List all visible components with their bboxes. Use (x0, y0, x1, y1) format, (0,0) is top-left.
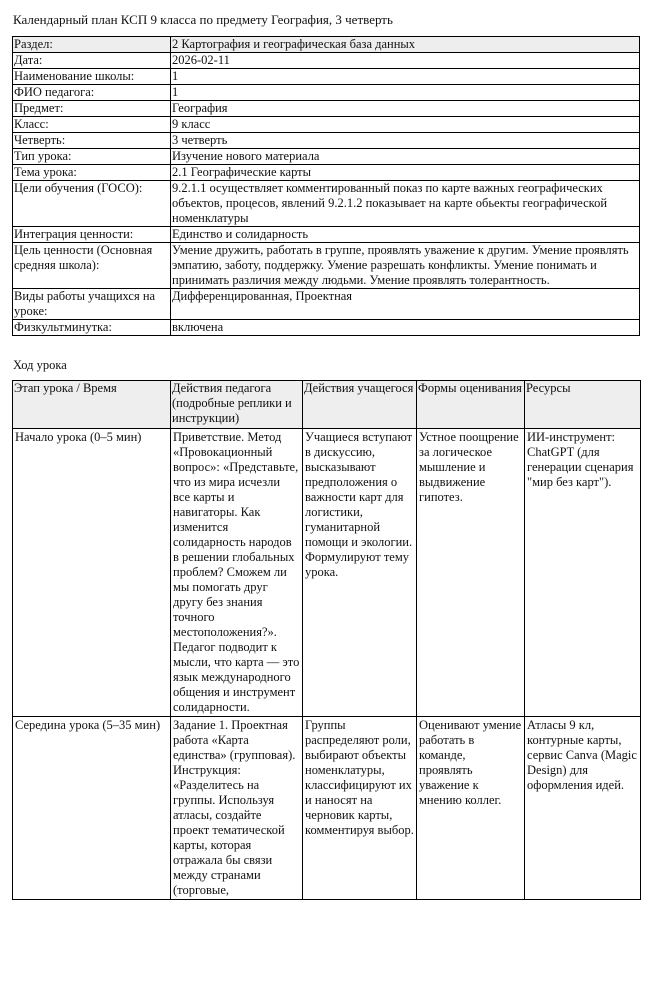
info-row-grade (13, 117, 640, 133)
student-actions-cell: Группы распределяют роли, выбирают объекты номенклатуры, классифицируют их и наносят на черновик карты, комментируя выбор. (303, 717, 417, 900)
info-value: 9 класс (171, 117, 640, 133)
info-value: Единство и солидарность (171, 227, 640, 243)
info-row-date (13, 53, 640, 69)
stage-cell: Середина урока (5–35 мин) (13, 717, 171, 900)
info-key: Интеграция ценности: (13, 227, 171, 243)
column-header: Этап урока / Время (13, 381, 171, 429)
lesson-info-table (12, 36, 640, 336)
document-title: Календарный план КСП 9 класса по предмету География, 3 четверть (13, 12, 393, 27)
info-key: Наименование школы: (13, 69, 171, 85)
info-key: Виды работы учащихся на уроке: (13, 289, 171, 320)
column-header: Действия учащегося (303, 381, 417, 429)
info-row-school (13, 69, 640, 85)
info-key: Предмет: (13, 101, 171, 117)
stage-cell: Начало урока (0–5 мин) (13, 429, 171, 717)
info-value: 1 (171, 85, 640, 101)
column-header: Ресурсы (525, 381, 641, 429)
info-key: Дата: (13, 53, 171, 69)
resources-cell: ИИ-инструмент: ChatGPT (для генерации сценария "мир без карт"). (525, 429, 641, 717)
info-value: 2026-02-11 (171, 53, 640, 69)
info-value: Дифференцированная, Проектная (171, 289, 640, 320)
info-key: Класс: (13, 117, 171, 133)
info-row-value-integration (13, 227, 640, 243)
info-key: Тема урока: (13, 165, 171, 181)
info-key: Цель ценности (Основная средняя школа): (13, 243, 171, 289)
teacher-actions-cell: Задание 1. Проектная работа «Карта единства» (групповая). Инструкция: «Разделитесь на группы. Используя атласы, создайте проект тематической карты, которая отражала бы связи между странами (торговые, (171, 717, 303, 900)
info-key: Физкультминутка: (13, 320, 171, 336)
section-heading: Ход урока (13, 358, 67, 372)
resources-cell: Атласы 9 кл, контурные карты, сервис Canva (Magic Design) для оформления идей. (525, 717, 641, 900)
info-value: Умение дружить, работать в группе, проявлять уважение к другим. Умение проявлять эмпатию, заботу, поддержку. Умение разрешать конфликты. Умение понимать и принимать различия между людьми. Умение проявлять толерантность. (171, 243, 640, 289)
table-row (13, 717, 641, 900)
info-value: 2 Картография и географическая база данных (171, 37, 640, 53)
info-value: 1 (171, 69, 640, 85)
column-header: Действия педагога (подробные реплики и инструкции) (171, 381, 303, 429)
assessment-cell: Оценивают умение работать в команде, проявлять уважение к мнению коллег. (417, 717, 525, 900)
column-header: Формы оценивания (417, 381, 525, 429)
info-row-value-goal (13, 243, 640, 289)
lesson-flow-table (12, 380, 641, 900)
info-value: 2.1 Географические карты (171, 165, 640, 181)
info-row-exercise-break (13, 320, 640, 336)
info-value: 9.2.1.1 осуществляет комментированный показ по карте важных географических объектов, процесов, явлений 9.2.1.2 показывает на карте обьекты географической номенклатуры (171, 181, 640, 227)
info-key: Четверть: (13, 133, 171, 149)
info-row-quarter (13, 133, 640, 149)
table-row (13, 429, 641, 717)
info-key: Цели обучения (ГОСО): (13, 181, 171, 227)
info-row-subject (13, 101, 640, 117)
info-row-section (13, 37, 640, 53)
info-row-work-types (13, 289, 640, 320)
info-row-goals (13, 181, 640, 227)
info-key: Тип урока: (13, 149, 171, 165)
info-row-lesson-type (13, 149, 640, 165)
info-key: ФИО педагога: (13, 85, 171, 101)
teacher-actions-cell: Приветствие. Метод «Провокационный вопрос»: «Представьте, что из мира исчезли все карты и навигаторы. Как изменится солидарность народов в решении глобальных проблем? Сможем ли мы помогать друг другу без знания точного местоположения?». Педагог подводит к мысли, что карта — это язык международного общения и инструмент солидарности. (171, 429, 303, 717)
info-value: 3 четверть (171, 133, 640, 149)
student-actions-cell: Учащиеся вступают в дискуссию, высказывают предположения о важности карт для логистики, гуманитарной помощи и экологии. Формулируют тему урока. (303, 429, 417, 717)
info-value: включена (171, 320, 640, 336)
info-row-teacher (13, 85, 640, 101)
assessment-cell: Устное поощрение за логическое мышление и выдвижение гипотез. (417, 429, 525, 717)
info-value: География (171, 101, 640, 117)
info-row-topic (13, 165, 640, 181)
info-value: Изучение нового материала (171, 149, 640, 165)
flow-header-row (13, 381, 641, 429)
info-key: Раздел: (13, 37, 171, 53)
